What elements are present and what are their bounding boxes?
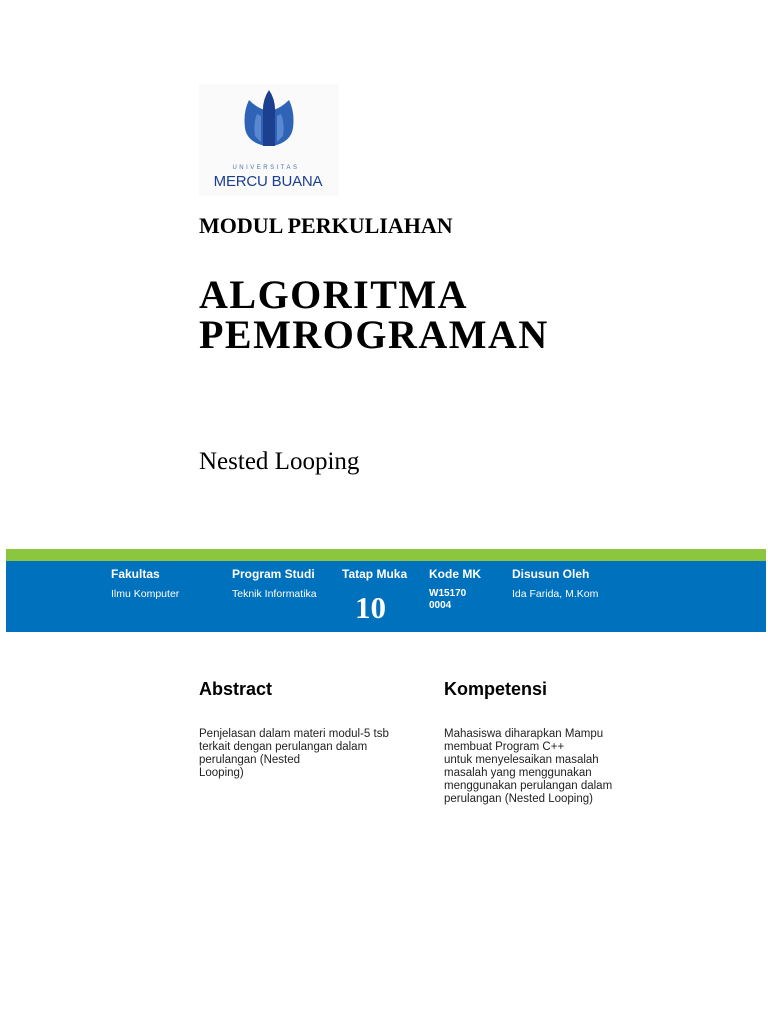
tatap-muka-value: 10: [355, 590, 386, 625]
kompetensi-line: menggunakan perulangan dalam: [444, 780, 613, 792]
program-studi-value: Teknik Informatika: [232, 588, 317, 600]
course-title-line-1: ALGORITMA: [199, 272, 469, 317]
kode-mk-value: W151700004: [429, 588, 467, 611]
kompetensi-heading: Kompetensi: [444, 679, 548, 699]
kompetensi-line: Mahasiswa diharapkan Mampu: [444, 728, 604, 740]
kompetensi-line: perulangan (Nested Looping): [444, 793, 593, 805]
course-title-line-2: PEMROGRAMAN: [199, 312, 549, 357]
abstract-body: [199, 728, 389, 780]
kompetensi-line: masalah yang menggunakan: [444, 767, 592, 779]
kompetensi-line: membuat Program C++: [444, 741, 565, 753]
accent-bar: [6, 549, 766, 561]
fakultas-value: Ilmu Komputer: [111, 588, 180, 600]
disusun-oleh-label: Disusun Oleh: [512, 567, 590, 581]
disusun-oleh-value: Ida Farida, M.Kom: [512, 588, 599, 600]
kompetensi-body: [444, 728, 612, 806]
kompetensi-line: untuk menyelesaikan masalah: [444, 754, 599, 766]
tatap-muka-label: Tatap Muka: [342, 567, 408, 581]
abstract-line: Penjelasan dalam materi modul-5 tsb: [199, 728, 389, 740]
abstract-line: perulangan (Nested: [199, 754, 301, 766]
logo-university-name: MERCU BUANA: [213, 173, 323, 190]
module-label: MODUL PERKULIAHAN: [199, 213, 453, 238]
kode-mk-label: Kode MK: [429, 567, 481, 581]
topic-subtitle: Nested Looping: [199, 448, 360, 475]
course-title: [199, 272, 549, 357]
fakultas-label: Fakultas: [111, 567, 160, 581]
abstract-line: terkait dengan perulangan dalam: [199, 741, 368, 753]
program-studi-label: Program Studi: [232, 567, 315, 581]
abstract-heading: Abstract: [199, 679, 273, 699]
logo-university-label: UNIVERSITAS: [232, 165, 300, 171]
abstract-line: Looping): [199, 767, 244, 779]
